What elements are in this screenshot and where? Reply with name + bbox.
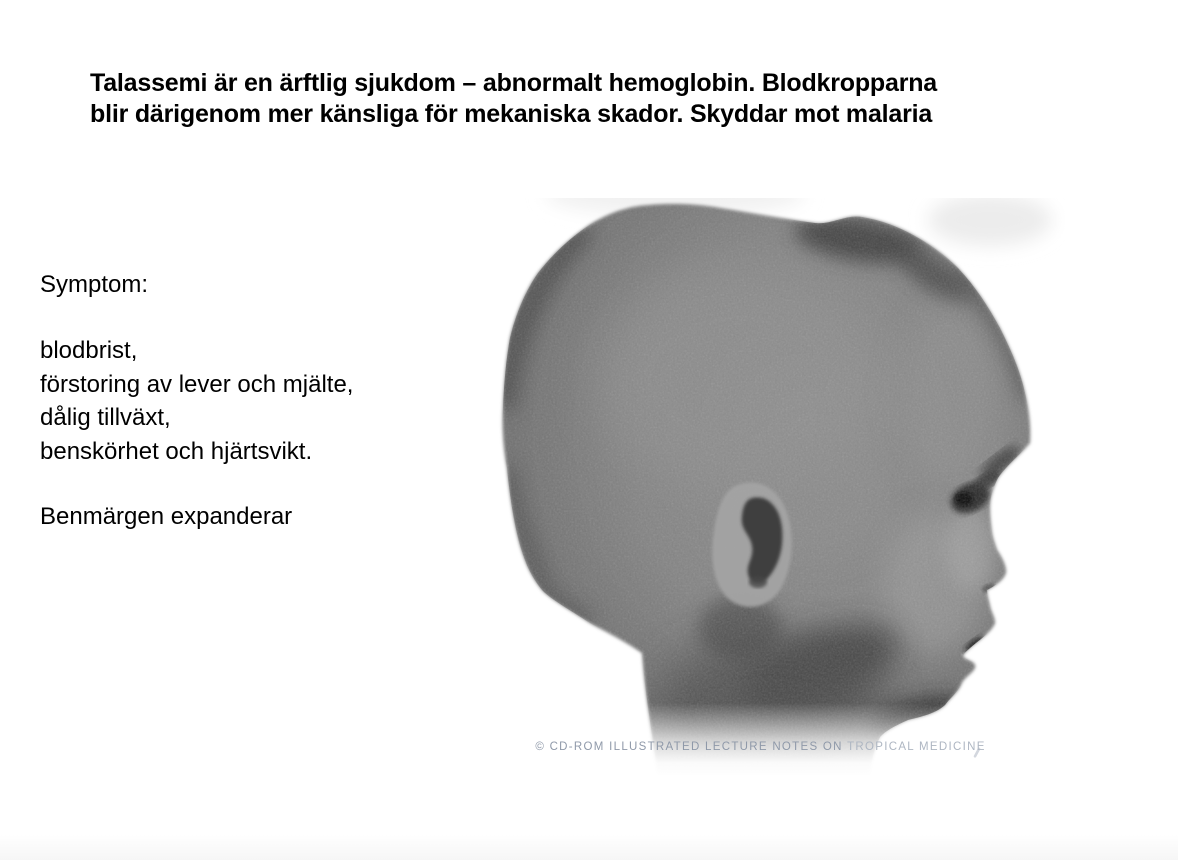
symptom-note: Benmärgen expanderar xyxy=(40,503,293,530)
symptom-item: dålig tillväxt, xyxy=(40,404,171,431)
symptom-item: blodbrist, xyxy=(40,337,138,364)
child-head-profile xyxy=(490,198,1065,778)
symptom-list xyxy=(40,334,353,468)
slide-bottom-shading xyxy=(0,834,1178,860)
photo-background-wash xyxy=(928,198,1052,246)
symptom-heading: Symptom: xyxy=(40,271,149,298)
patient-photo xyxy=(490,198,1065,778)
ear xyxy=(712,483,791,607)
photo-caption-prefix: © CD-ROM ILLUSTRATED LECTURE NOTES ON xyxy=(535,741,848,753)
photo-caption-highlight: TROPICAL MEDICINE xyxy=(847,741,986,753)
slide-title-line-2: blir därigenom mer känsliga för mekaniska skador. Skyddar mot malaria xyxy=(90,100,933,128)
photo-caption xyxy=(473,741,1048,753)
symptom-item: benskörhet och hjärtsvikt. xyxy=(40,437,313,465)
slide-title-line-1: Talassemi är en ärftlig sjukdom – abnormalt hemoglobin. Blodkropparna xyxy=(90,69,938,97)
photo-bottom-fade xyxy=(490,698,1065,778)
patient-photo-illustration xyxy=(490,198,1065,778)
symptom-item: förstoring av lever och mjälte, xyxy=(40,370,354,398)
slide-title xyxy=(90,68,1090,130)
